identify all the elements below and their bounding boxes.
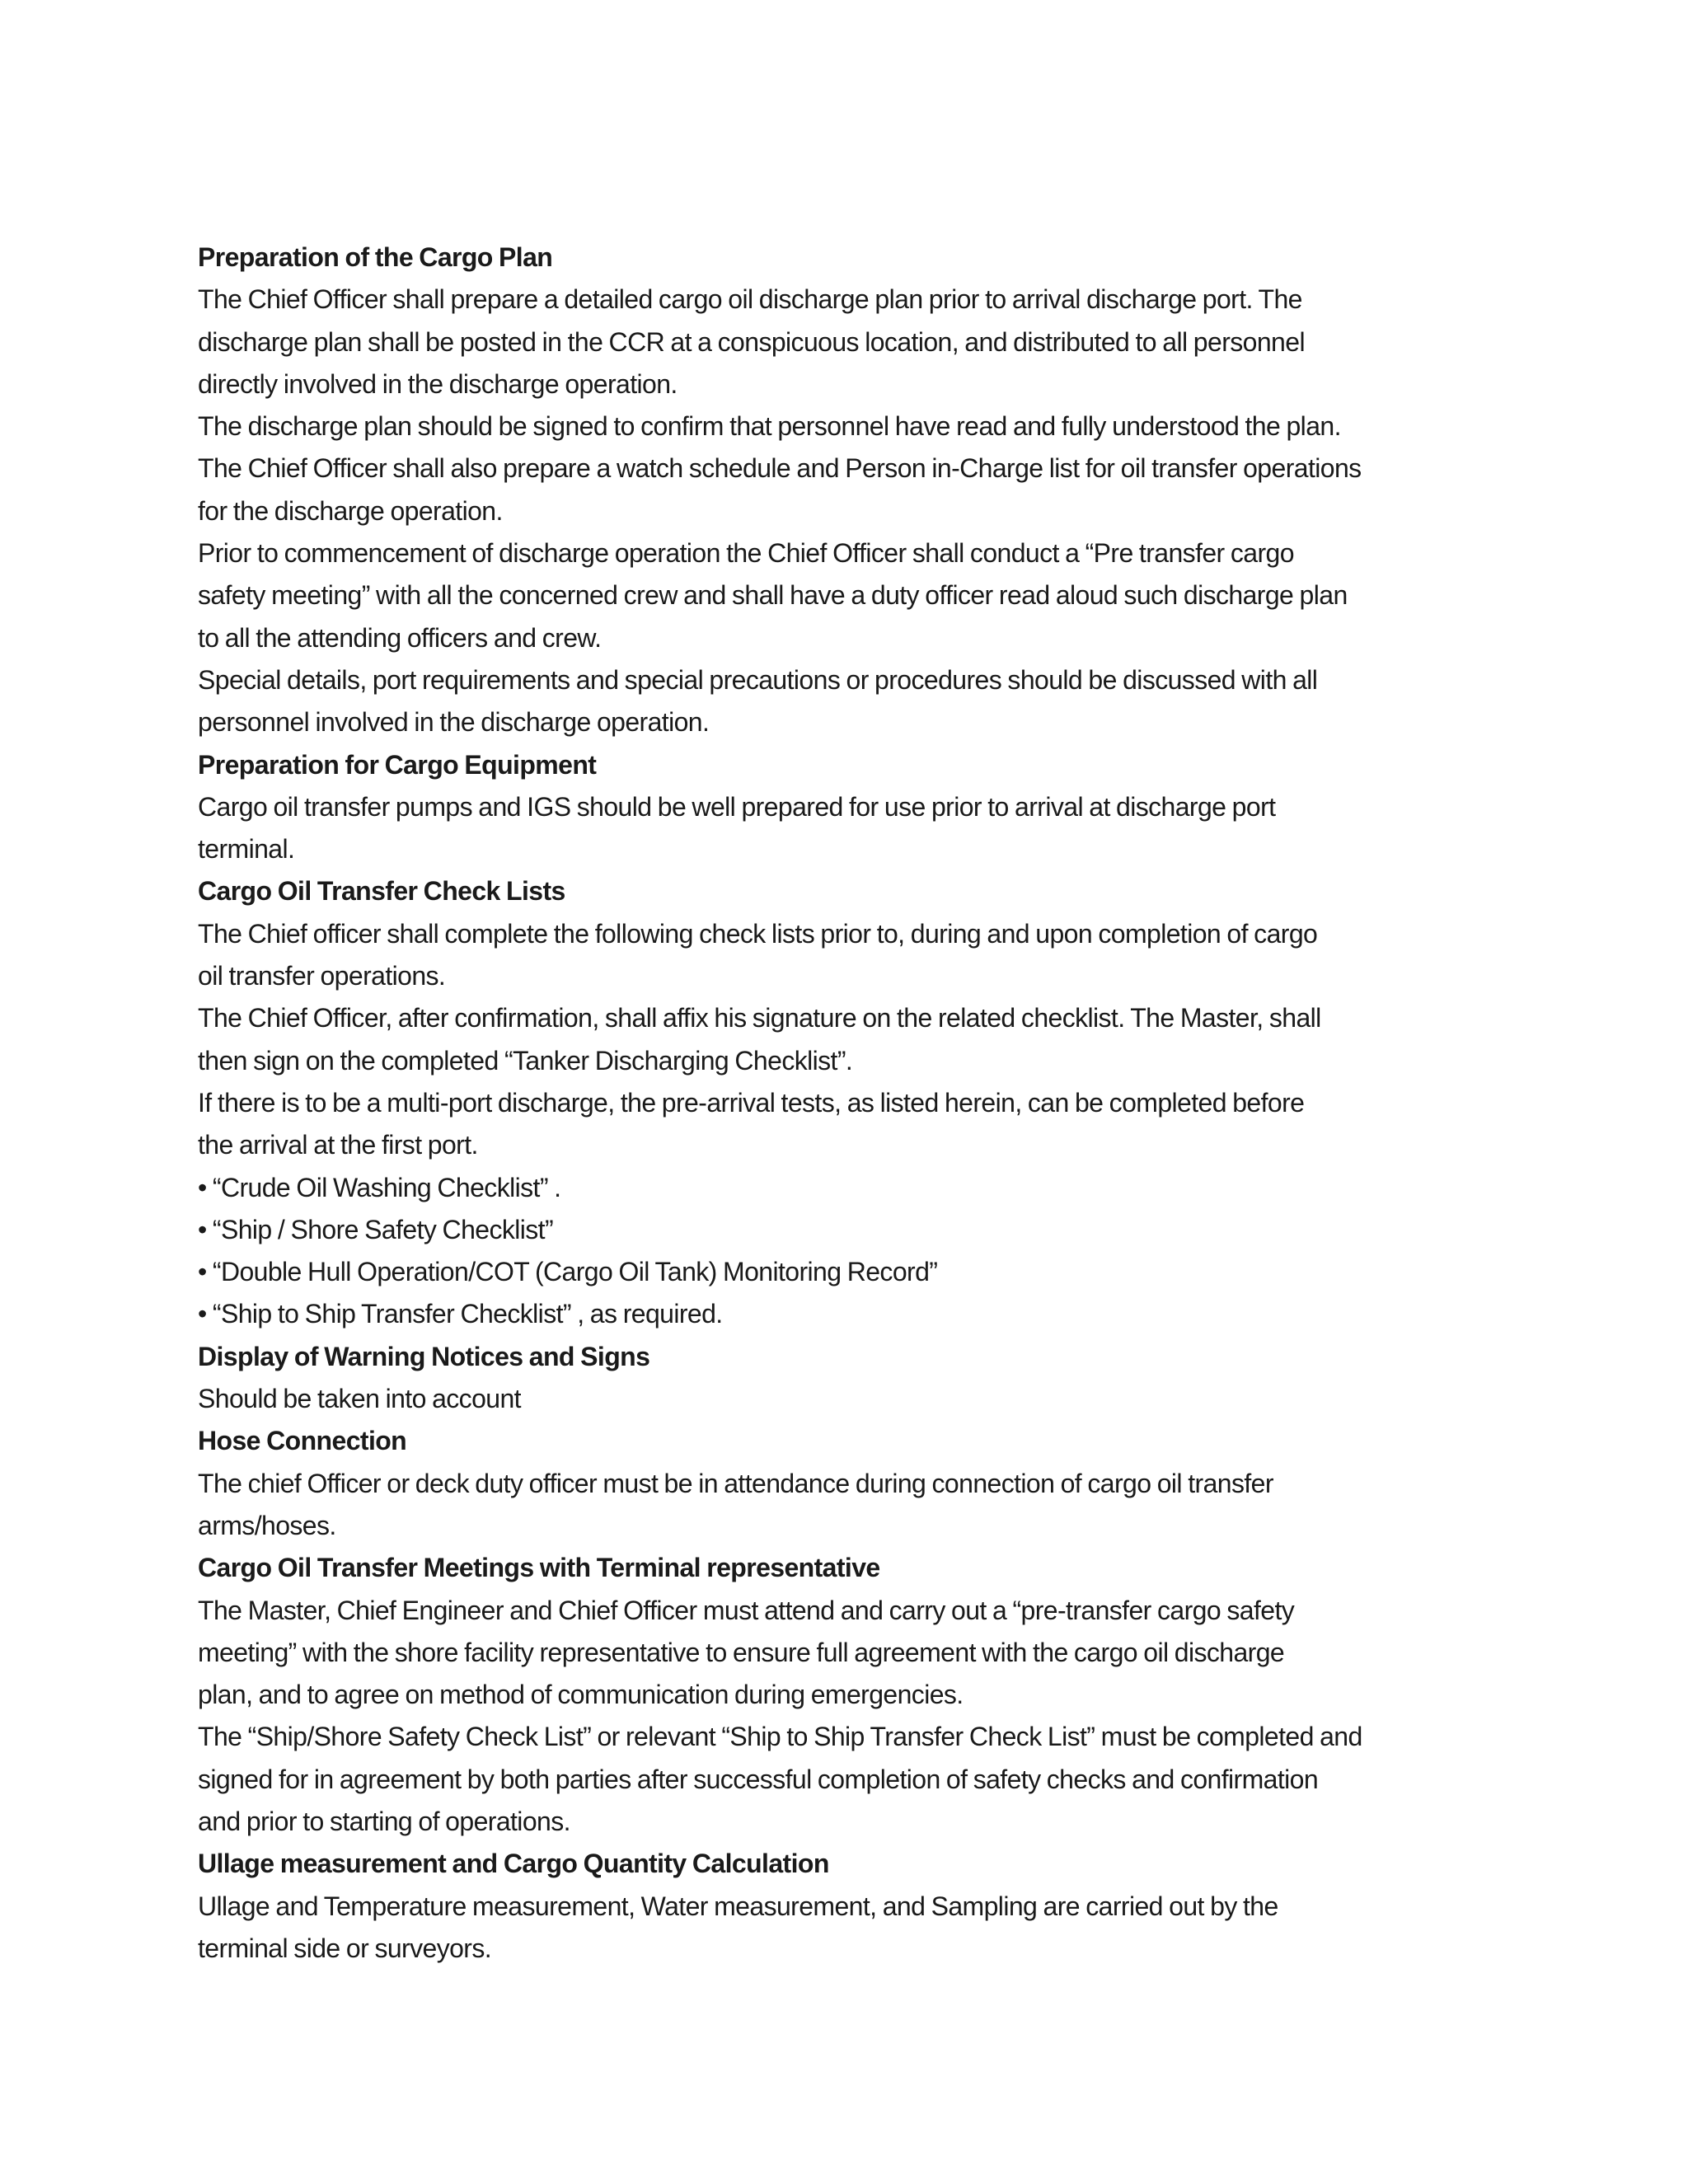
body-text-line: for the discharge operation. xyxy=(198,495,503,526)
body-text-line: • “Ship / Shore Safety Checklist” xyxy=(198,1214,554,1244)
body-text-line: terminal. xyxy=(198,834,295,865)
body-text-line: meeting” with the shore facility representative to ensure full agreement with the cargo oil discharge xyxy=(198,1637,1285,1667)
body-text-line: • “Ship to Ship Transfer Checklist” , as required. xyxy=(198,1299,723,1329)
body-text-line: the arrival at the first port. xyxy=(198,1130,478,1160)
body-text-line: The Chief Officer shall prepare a detailed cargo oil discharge plan prior to arrival discharge port. The xyxy=(198,284,1302,315)
section-heading: Display of Warning Notices and Signs xyxy=(198,1341,650,1371)
section-heading: Cargo Oil Transfer Check Lists xyxy=(198,876,565,907)
section-heading: Preparation for Cargo Equipment xyxy=(198,749,597,780)
body-text-line: and prior to starting of operations. xyxy=(198,1806,570,1836)
body-text-line: Should be taken into account xyxy=(198,1384,521,1414)
body-text-line: The Chief Officer, after confirmation, shall affix his signature on the related checklist. The Master, shall xyxy=(198,1003,1321,1033)
body-text-line: The Master, Chief Engineer and Chief Officer must attend and carry out a “pre-transfer cargo safety xyxy=(198,1595,1295,1625)
body-text-line: The “Ship/Shore Safety Check List” or relevant “Ship to Ship Transfer Check List” must be completed and xyxy=(198,1722,1362,1752)
body-text-line: discharge plan shall be posted in the CCR at a conspicuous location, and distributed to all personnel xyxy=(198,326,1305,357)
body-text-line: terminal side or surveyors. xyxy=(198,1933,492,1963)
section-heading: Cargo Oil Transfer Meetings with Terminal representative xyxy=(198,1553,880,1583)
body-text-line: oil transfer operations. xyxy=(198,961,446,991)
section-heading: Hose Connection xyxy=(198,1426,407,1456)
section-heading: Ullage measurement and Cargo Quantity Calculation xyxy=(198,1849,829,1879)
body-text-line: to all the attending officers and crew. xyxy=(198,622,602,653)
body-text-line: plan, and to agree on method of communication during emergencies. xyxy=(198,1680,964,1710)
body-text-line: signed for in agreement by both parties after successful completion of safety checks and confirmation xyxy=(198,1764,1319,1794)
document-body xyxy=(198,237,1517,1970)
body-text-line: • “Double Hull Operation/COT (Cargo Oil Tank) Monitoring Record” xyxy=(198,1257,938,1287)
body-text-line: safety meeting” with all the concerned crew and shall have a duty officer read aloud such discharge plan xyxy=(198,580,1348,611)
body-text-line: The Chief Officer shall also prepare a watch schedule and Person in-Charge list for oil transfer operations xyxy=(198,453,1362,484)
body-text-line: personnel involved in the discharge operation. xyxy=(198,707,710,738)
body-text-line: directly involved in the discharge operation. xyxy=(198,368,678,399)
body-text-line: arms/hoses. xyxy=(198,1510,336,1540)
body-text-line: The chief Officer or deck duty officer must be in attendance during connection of cargo oil transfer xyxy=(198,1468,1273,1498)
body-text-line: Special details, port requirements and special precautions or procedures should be discussed with all xyxy=(198,664,1318,695)
body-text-line: The discharge plan should be signed to confirm that personnel have read and fully understood the plan. xyxy=(198,411,1341,442)
body-text-line: • “Crude Oil Washing Checklist” . xyxy=(198,1172,561,1202)
body-text-line: The Chief officer shall complete the following check lists prior to, during and upon completion of cargo xyxy=(198,918,1318,949)
body-text-line: If there is to be a multi-port discharge, the pre-arrival tests, as listed herein, can be completed before xyxy=(198,1087,1305,1118)
body-text-line: Prior to commencement of discharge operation the Chief Officer shall conduct a “Pre transfer cargo xyxy=(198,538,1294,569)
body-text-line: Cargo oil transfer pumps and IGS should be well prepared for use prior to arrival at discharge port xyxy=(198,791,1276,822)
body-text-line: then sign on the completed “Tanker Discharging Checklist”. xyxy=(198,1045,853,1076)
section-heading: Preparation of the Cargo Plan xyxy=(198,242,553,272)
body-text-line: Ullage and Temperature measurement, Water measurement, and Sampling are carried out by the xyxy=(198,1891,1278,1921)
